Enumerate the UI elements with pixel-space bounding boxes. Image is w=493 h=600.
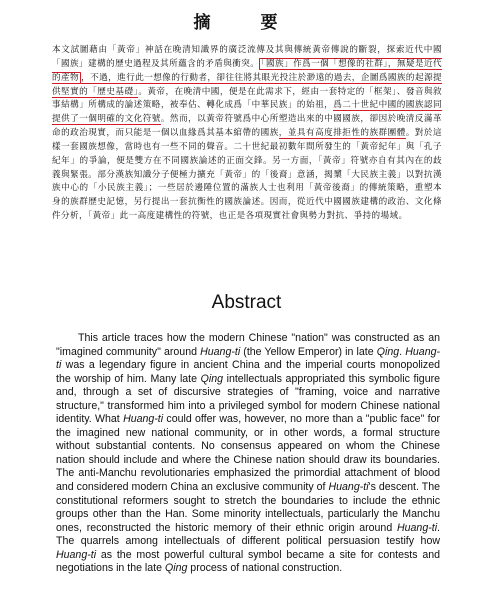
en-text: . xyxy=(399,345,406,358)
en-text: as the most powerful cultural symbol became a site for contests and negotiations in the late xyxy=(56,548,440,575)
en-italic-term: Huang-ti xyxy=(200,345,241,358)
en-text: process of national construction. xyxy=(187,562,343,575)
en-italic-term: Huang-ti xyxy=(56,548,97,561)
en-italic-term: Qing xyxy=(376,345,400,358)
en-italic-term: Huang-ti xyxy=(328,481,369,494)
cn-highlight-underline: ，不過，進行此一想像的行動者，卻往往將其眼光投注於渺遠的過去，企圖爲國族的起源提供堅實的「歷史基礎」 xyxy=(52,72,442,97)
chinese-abstract-body xyxy=(52,44,442,224)
cn-text-segment: 。然而，以黃帝符號爲中心所塑造出來的中國國族，卻因於晚清反滿革命的政治現實，而只能是一個以血緣爲其基本綰帶的國族 xyxy=(52,114,442,139)
en-text: (the Yellow Emperor) in late xyxy=(240,345,377,358)
chinese-abstract-title: 摘 要 xyxy=(193,13,300,33)
cn-highlight-underline: ，並具有高度排拒性的族群團體 xyxy=(278,128,406,139)
en-text: was a legendary figure in ancient China and the imperial courts monopolized the worship of him. Many late xyxy=(56,359,440,385)
english-abstract-title: Abstract xyxy=(211,292,282,313)
cn-highlight-boxed: 「國族」作爲一個「想像的社群」，無疑是近代的產物 xyxy=(52,58,442,83)
en-italic-term: Qing xyxy=(164,562,188,575)
cn-text-segment: 。黃帝，在晚清中國，便是在此需求下，經由一套特定的「框架」、發音與敘事結構」所構成的論述策略，被奉估、轉化成爲「中華民族」的始祖， xyxy=(52,86,442,111)
cn-text-segment: 本文試圖藉由「黃帝」神話在晚清知識界的廣泛流傳及其與傳統黃帝傳說的斷裂，探索近代中國「國族」建構的歷史過程及其所蘊含的矛盾與衝突。 xyxy=(52,45,442,69)
en-italic-term: Huang-ti xyxy=(123,413,164,426)
cn-highlight-underline: 爲二十世紀中國的國族認同提供了一個明確的文化符號 xyxy=(52,100,442,125)
cn-text-segment: 。對於這樣一套國族想像，當時也有一些不同的聲音。二十世紀最初數年間所發生的「黃帝紀年」與「孔子紀年」的爭論，便是雙方在不同國族論述的正面交鋒。另一方面，「黃帝」符號亦自有其內在的歧義與緊張。部分漢族知識分子便極力擴充「黃帝」的「後裔」意涵，揭櫫「大民族主義」以對抗漢族中心的「小民族主義」；一些居於邊陲位置的滿族人士也利用「黃帝後裔」的傳統策略，重塑本身的族群歷史記憶，另行提出一套抗衡性的國族論述。因而，從近代中國國族建構的政治、文化條件分析，「黃帝」此一高度建構性的符號，也正是各項現實社會與勢力對抗、爭持的場域。 xyxy=(52,128,442,222)
en-text: intellectuals appropriated this symbolic figure and, through a set of discursive strategies of "framing, voice and narrative structure," transformed him into a privileged symbol for modern Chinese national identity. What xyxy=(56,372,441,426)
en-text: This article traces how the modern Chinese "nation" was constructed as an "imagined community" around xyxy=(56,332,440,358)
english-abstract-body xyxy=(56,332,440,576)
en-italic-term: Qing xyxy=(200,372,224,385)
en-text: 's descent. The constitutional reformers sought to stretch the boundaries to include the ethnic groups other than the Han. Some minority intellectuals, particularly the Manchu ones, reconstructed the historic memory of their ethnic origin around xyxy=(56,481,440,534)
en-text: . The quarrels among intellectuals of different political persuasion testify how xyxy=(56,521,440,548)
en-italic-term: Huang-ti xyxy=(397,521,438,534)
en-text: could offer was, however, no more than a "public face" for the imagined new national community, or in other words, a formal structure without substantial contents. No consensus appeared on whom the Chinese nation should include and where the Chinese nation should draw its boundaries. The anti-Manchu revolutionaries emphasized the primordial attachment of blood and considered modern China an exclusive community of xyxy=(56,413,440,494)
en-italic-term: Huang-ti xyxy=(56,345,441,372)
